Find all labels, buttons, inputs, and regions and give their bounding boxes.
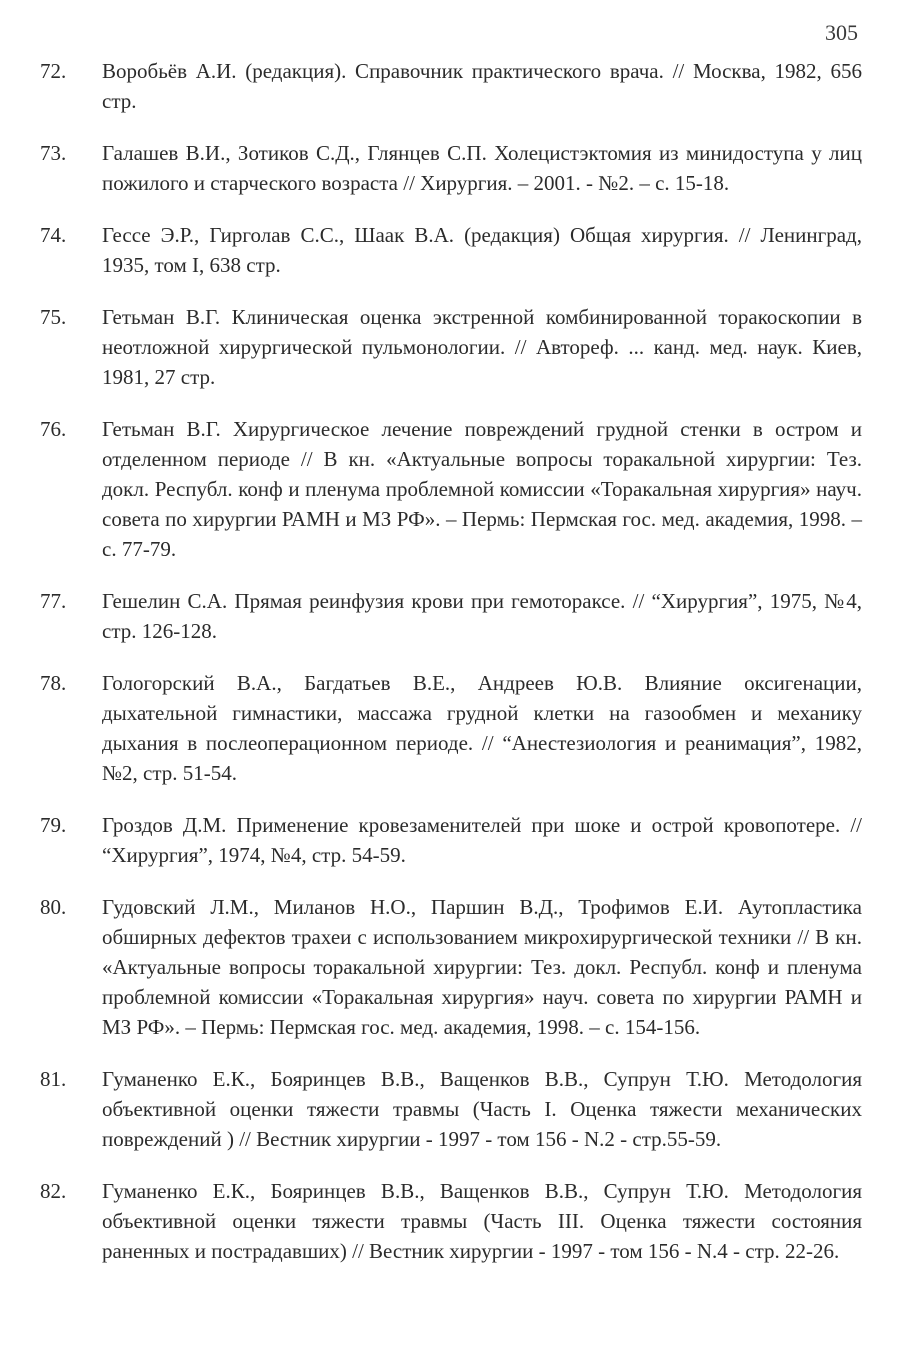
reference-number: 77. bbox=[40, 589, 67, 613]
reference-text: Гуманенко Е.К., Бояринцев В.В., Ващенков В.В., Супрун Т.Ю. Методология объективной оценки тяжести травмы (Часть III. Оценка тяжести состояния раненных и пострадавших) // Вестник хирургии - 1997 - том 156 - N.4 - стр. 22-26. bbox=[102, 1179, 862, 1263]
reference-text: Гудовский Л.М., Миланов Н.О., Паршин В.Д., Трофимов Е.И. Аутопластика обширных дефектов трахеи с использованием микрохирургической техники // В кн. «Актуальные вопросы торакальной хирургии: Тез. докл. Республ. конф и пленума проблемной комиссии «Торакальная хирургия» науч. совета по хирургии РАМН и МЗ РФ». – Пермь: Пермская гос. мед. академия, 1998. – с. 154-156. bbox=[102, 895, 862, 1039]
reference-item bbox=[40, 892, 862, 1042]
reference-item bbox=[40, 138, 862, 198]
reference-text: Гетьман В.Г. Хирургическое лечение повреждений грудной стенки в остром и отделенном периоде // В кн. «Актуальные вопросы торакальной хирургии: Тез. докл. Республ. конф и пленума проблемной комиссии «Торакальная хирургия» науч. совета по хирургии РАМН и МЗ РФ». – Пермь: Пермская гос. мед. академия, 1998. – с. 77-79. bbox=[102, 417, 862, 561]
reference-item bbox=[40, 668, 862, 788]
reference-number: 78. bbox=[40, 671, 67, 695]
reference-number: 82. bbox=[40, 1179, 67, 1203]
reference-text: Галашев В.И., Зотиков С.Д., Глянцев С.П. Холецистэктомия из минидоступа у лиц пожилого и старческого возраста // Хирургия. – 2001. - №2. – с. 15-18. bbox=[102, 141, 862, 195]
reference-number: 74. bbox=[40, 223, 67, 247]
reference-number: 72. bbox=[40, 59, 67, 83]
reference-text: Воробьёв А.И. (редакция). Справочник практического врача. // Москва, 1982, 656 стр. bbox=[102, 59, 862, 113]
reference-number: 75. bbox=[40, 305, 67, 329]
reference-text: Гроздов Д.М. Применение кровезаменителей при шоке и острой кровопотере. // “Хирургия”, 1974, №4, стр. 54-59. bbox=[102, 813, 862, 867]
reference-item bbox=[40, 1176, 862, 1266]
reference-text: Гетьман В.Г. Клиническая оценка экстренной комбинированной торакоскопии в неотложной хирургической пульмонологии. // Автореф. ... канд. мед. наук. Киев, 1981, 27 стр. bbox=[102, 305, 862, 389]
reference-text: Гуманенко Е.К., Бояринцев В.В., Ващенков В.В., Супрун Т.Ю. Методология объективной оценки тяжести травмы (Часть I. Оценка тяжести механических повреждений ) // Вестник хирургии - 1997 - том 156 - N.2 - стр.55-59. bbox=[102, 1067, 862, 1151]
reference-item bbox=[40, 56, 862, 116]
reference-item bbox=[40, 302, 862, 392]
reference-item bbox=[40, 414, 862, 564]
reference-item bbox=[40, 810, 862, 870]
reference-item bbox=[40, 586, 862, 646]
reference-number: 80. bbox=[40, 895, 67, 919]
reference-list bbox=[40, 56, 862, 1288]
reference-number: 73. bbox=[40, 141, 67, 165]
reference-text: Гологорский В.А., Багдатьев В.Е., Андреев Ю.В. Влияние оксигенации, дыхательной гимнастики, массажа грудной клетки на газообмен и механику дыхания в послеоперационном периоде. // “Анестезиология и реанимация”, 1982, №2, стр. 51-54. bbox=[102, 671, 862, 785]
page-number: 305 bbox=[825, 20, 858, 45]
reference-number: 79. bbox=[40, 813, 67, 837]
reference-item bbox=[40, 1064, 862, 1154]
reference-text: Гешелин С.А. Прямая реинфузия крови при гемотораксе. // “Хирургия”, 1975, №4, стр. 126-128. bbox=[102, 589, 862, 643]
reference-number: 76. bbox=[40, 417, 67, 441]
reference-item bbox=[40, 220, 862, 280]
reference-text: Гессе Э.Р., Гирголав С.С., Шаак В.А. (редакция) Общая хирургия. // Ленинград, 1935, том I, 638 стр. bbox=[102, 223, 862, 277]
reference-number: 81. bbox=[40, 1067, 67, 1091]
